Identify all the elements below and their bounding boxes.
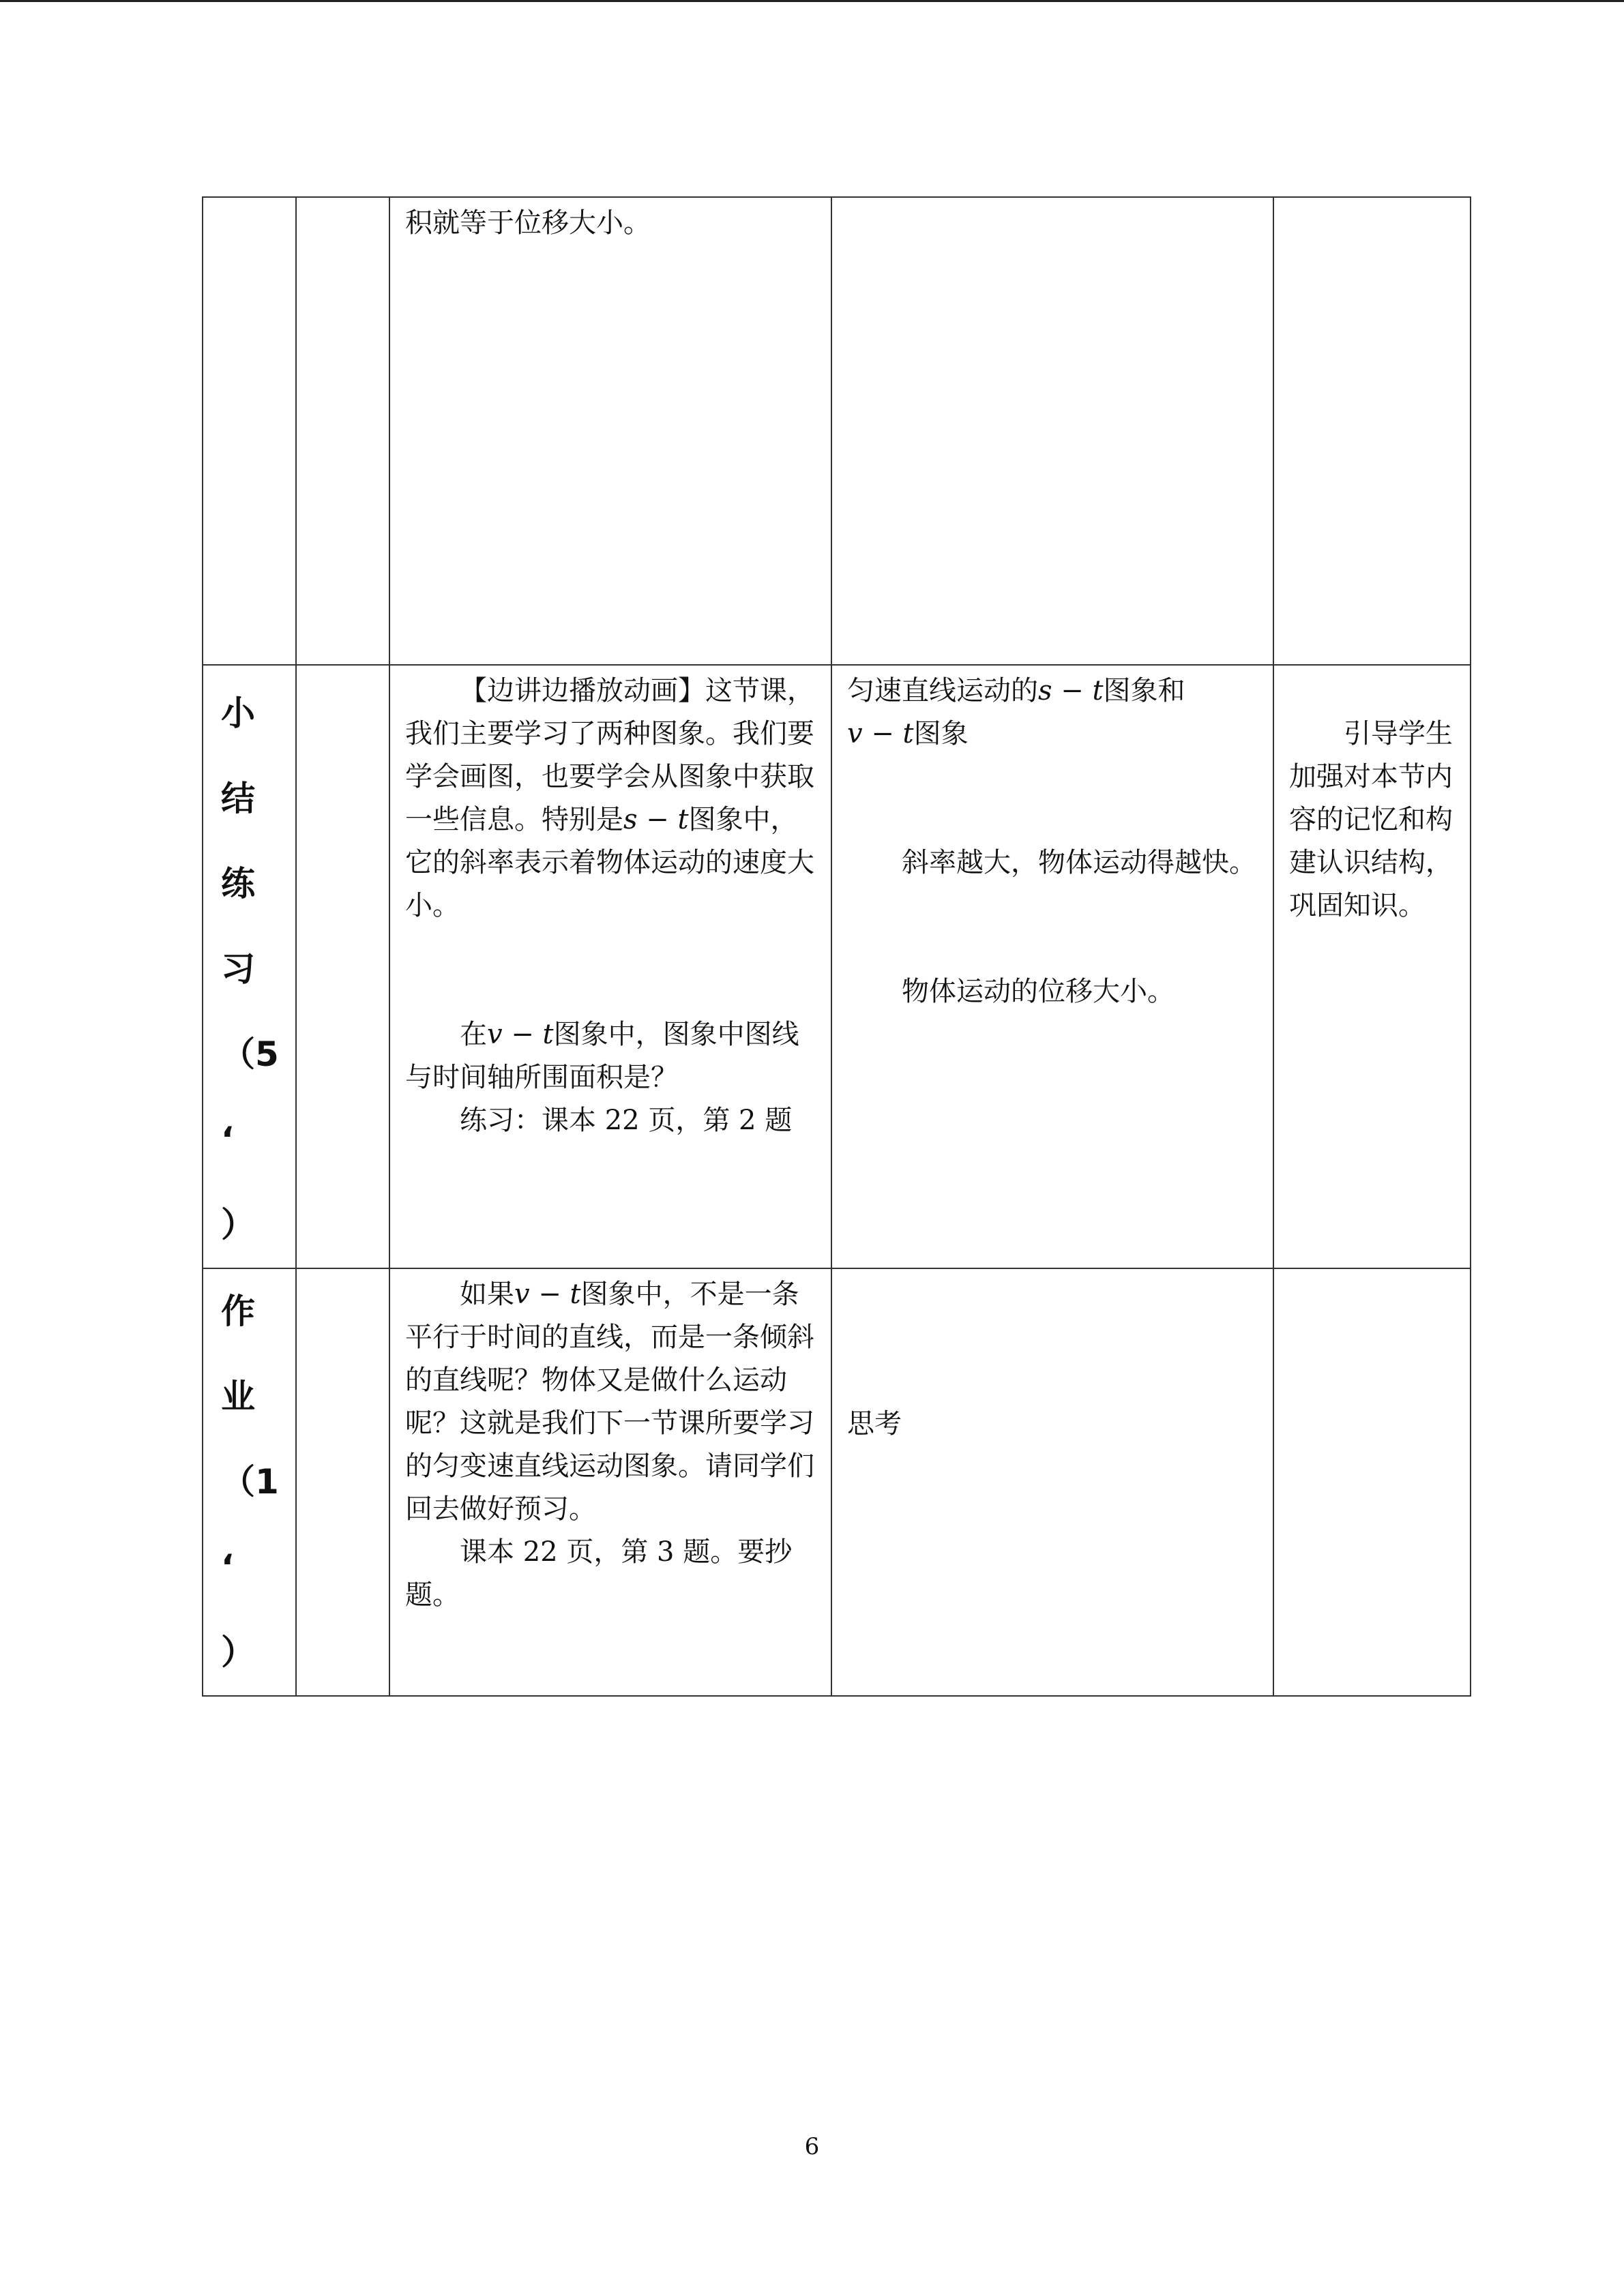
section-cell [203,197,296,665]
page-number: 6 [804,2133,820,2160]
lesson-plan-table [202,196,1471,1697]
design-intent-cell [1273,1268,1471,1696]
summary-paragraph: 【边讲边播放动画】这节课，我们主要学习了两种图象。我们要学会画图，也要学会从图象中获取一些信息。特别是s − t图象中，它的斜率表示着物体运动的速度大小。 [405,675,814,921]
continuation-text: 积就等于位移大小。 [405,207,651,239]
student-answer-area: 物体运动的位移大小。 [902,976,1175,1007]
time-cell [296,665,389,1268]
design-intent-cell [1273,665,1471,1268]
section-char: ‘ [221,1547,234,1587]
time-cell [296,197,389,665]
teacher-activity-cell [389,665,831,1268]
exercise-text: 练习：课本 22 页，第 2 题 [460,1105,793,1136]
design-intent-text: 引导学生加强对本节内容的记忆和构建认识结构，巩固知识。 [1289,718,1453,921]
question-paragraph: 在v − t图象中，图象中图线与时间轴所围面积是？ [405,1019,799,1093]
section-char: 结 [221,779,255,818]
table-row-homework [203,1268,1471,1696]
section-char: ） [221,1632,255,1672]
teacher-activity-cell [389,197,831,665]
page-top-border [0,0,1624,2]
student-answer-graphs: 匀速直线运动的s − t图象和 v − t图象 [847,675,1185,749]
section-cell-summary [203,665,296,1268]
student-activity-cell [831,665,1273,1268]
homework-assignment: 课本 22 页，第 3 题。要抄题。 [405,1536,793,1611]
homework-paragraph: 如果v − t图象中，不是一条平行于时间的直线，而是一条倾斜的直线呢？物体又是做什么运动呢？这就是我们下一节课所要学习的匀变速直线运动图象。请同学们回去做好预习。 [405,1279,814,1525]
section-char: （1 [221,1462,279,1502]
section-char: 业 [221,1377,255,1416]
section-char: 练 [221,864,255,904]
section-char: ） [221,1205,255,1244]
section-char: 作 [221,1292,255,1331]
time-cell [296,1268,389,1696]
student-answer-slope: 斜率越大，物体运动得越快。 [902,847,1256,878]
teacher-activity-cell [389,1268,831,1696]
section-char: （5 [221,1034,279,1074]
section-char: 小 [221,694,255,733]
student-think-text: 思考 [847,1408,902,1440]
section-cell-homework [203,1268,296,1696]
section-char: 习 [221,949,255,989]
student-activity-cell [831,1268,1273,1696]
table-row-summary [203,665,1471,1268]
design-intent-cell [1273,197,1471,665]
table-row-continuation [203,197,1471,665]
section-char: ‘ [221,1120,234,1159]
student-activity-cell [831,197,1273,665]
